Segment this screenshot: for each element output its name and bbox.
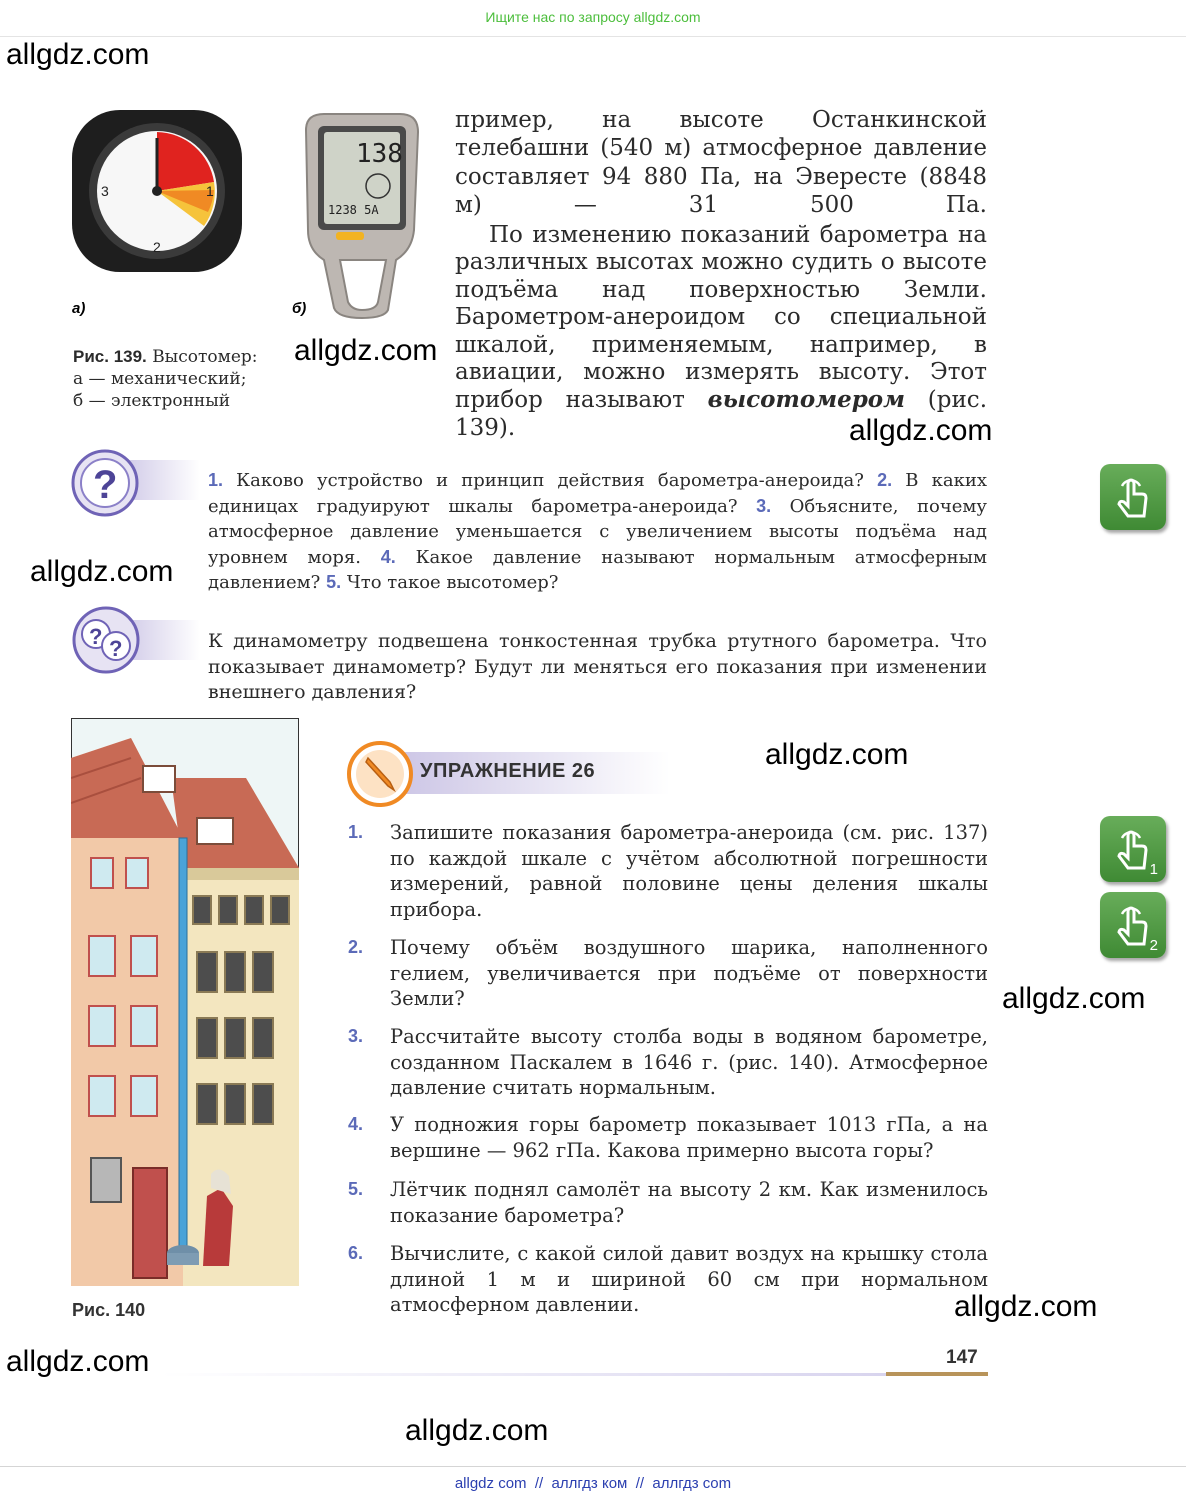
watermark: allgdz.com (849, 414, 993, 447)
question-number: 2. (877, 470, 893, 490)
watermark: allgdz.com (294, 334, 438, 367)
hand-pointer-icon (1100, 464, 1166, 530)
fig139-caption-b: б — электронный (73, 391, 231, 411)
exercise-item-number: 6. (348, 1243, 364, 1263)
discussion-text: К динамометру подвешена тонкостенная трубка ртутного барометра. Что показывает динамометр? Будут ли меняться его показания при изменении внешнего давления? (208, 630, 987, 703)
question-icon (70, 448, 140, 518)
exercise-item-number: 2. (348, 937, 364, 957)
question-text: В каких единицах градуируют шкалы барометра-анероида? (208, 470, 987, 517)
watermark: allgdz.com (405, 1414, 549, 1447)
button-subscript: 2 (1149, 937, 1158, 954)
exercise-item-text: Рассчитайте высоту столба воды в водяном барометре, созданном Паскалем в 1646 г. (рис. 140). Атмосферное давление считать нормальным. (390, 1025, 988, 1099)
fig139-caption (73, 346, 303, 412)
exercise-item-number: 5. (348, 1179, 364, 1199)
footer-line (160, 1373, 886, 1376)
svg-text:3: 3 (101, 183, 109, 199)
exercise-item (348, 935, 988, 1012)
exercise-item (348, 1241, 988, 1318)
paragraph-2 (455, 222, 987, 442)
exercise-item-text: Почему объём воздушного шарика, наполненного гелием, увеличивается при подъёме от поверхности Земли? (390, 936, 988, 1010)
exercise-item-text: Лётчик поднял самолёт на высоту 2 км. Как изменилось показание барометра? (390, 1178, 988, 1227)
paragraph-2-start: По изменению показаний барометра на различных высотах можно судить о высоте подъёма над поверхностью Земли. Барометром-анероидом со специальной шкалой, применяемым, например, в авиации, можно измерять высоту. Этот прибор называют (455, 222, 987, 414)
watermark: allgdz.com (30, 555, 174, 588)
mechanical-altimeter-image (68, 102, 248, 282)
watermark: allgdz.com (765, 738, 909, 771)
pascal-barometer-illustration (71, 718, 299, 1286)
question-number: 1. (208, 470, 224, 490)
svg-text:?: ? (89, 624, 103, 649)
interactive-task-button-1[interactable] (1100, 816, 1166, 882)
exercise-item-number: 3. (348, 1026, 364, 1046)
watermark: allgdz.com (954, 1290, 1098, 1323)
discussion-icon (70, 606, 142, 674)
exercise-item (348, 820, 988, 922)
exercise-title: УПРАЖНЕНИЕ 26 (420, 760, 596, 782)
button-subscript: 1 (1149, 861, 1158, 878)
fig139-label-a: а) (72, 300, 86, 317)
exercise-item-text: У подножия горы барометр показывает 1013 гПа, а на вершине — 962 гПа. Какова примерно высота горы? (390, 1113, 988, 1162)
watermark: allgdz.com (6, 38, 150, 71)
paragraph-2-term: высотомером (707, 386, 905, 414)
question-text: Объясните, почему атмосферное давление уменьшается с увеличением высоты подъёма над уровнем моря. (208, 495, 987, 568)
top-banner[interactable]: Ищите нас по запросу allgdz.com (0, 0, 1186, 37)
page-number: 147 (946, 1347, 978, 1368)
exercise-item-number: 1. (348, 822, 364, 842)
electronic-altimeter-image (296, 110, 426, 322)
footer-gold-line (886, 1372, 988, 1376)
altimeter-display-top: 138 (356, 139, 403, 169)
fig139-label-b: б) (292, 300, 307, 317)
bottom-banner[interactable]: allgdz com // аллгдз ком // аллгдз com (0, 1466, 1186, 1503)
fig139-caption-title: Рис. 139. (73, 347, 147, 366)
exercise-item-text: Запишите показания барометра-анероида (см. рис. 137) по каждой шкале с учётом абсолютной погрешности измерений, равной половине цены деления шкалы прибора. (390, 821, 988, 921)
svg-text:2: 2 (153, 239, 161, 255)
svg-text:?: ? (93, 463, 118, 507)
exercise-item (348, 1112, 988, 1163)
watermark: allgdz.com (1002, 982, 1146, 1015)
watermark: allgdz.com (6, 1345, 150, 1378)
fig139-caption-rest: Высотомер: (152, 347, 258, 367)
exercise-item-number: 4. (348, 1114, 364, 1134)
question-text: Что такое высотомер? (346, 572, 559, 593)
question-text: Каково устройство и принцип действия барометра-анероида? (236, 470, 864, 491)
interactive-task-button[interactable] (1100, 464, 1166, 530)
question-number: 4. (380, 546, 396, 567)
interactive-task-button-2[interactable] (1100, 892, 1166, 958)
paragraph-1: пример, на высоте Останкинской телебашни (540 м) атмосферное давление составляет 94 880 Па, на Эвересте (8848 м) — 31 500 Па. (455, 107, 987, 218)
fig139-caption-a: а — механический; (73, 369, 247, 389)
exercise-item (348, 1177, 988, 1228)
svg-text:1: 1 (206, 183, 214, 199)
svg-text:?: ? (109, 636, 123, 661)
question-text: Какое давление называют нормальным атмосферным давлением? (208, 546, 987, 593)
altimeter-display-bottom: 1238 5A (328, 203, 379, 217)
exercise-item (348, 1024, 988, 1101)
fig140-caption: Рис. 140 (72, 1300, 146, 1320)
paragraph-2-end: (рис. 139). (455, 387, 987, 441)
question-number: 3. (756, 495, 772, 516)
pencil-icon (346, 740, 414, 808)
exercise-item-text: Вычислите, с какой силой давит воздух на крышку стола длиной 1 м и шириной 60 см при нормальном атмосферном давлении. (390, 1242, 988, 1316)
question-number: 5. (326, 572, 342, 592)
questions-block (208, 468, 987, 596)
